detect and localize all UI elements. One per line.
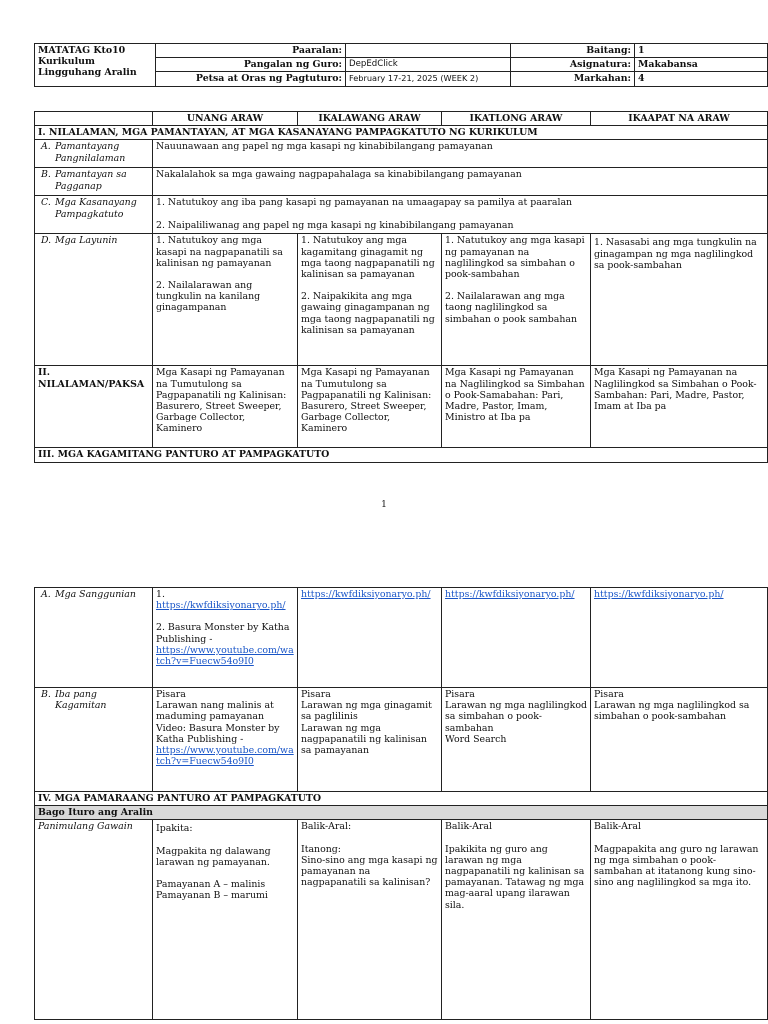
gawain-day-1-item-2: Magpakita ng dalawang larawan ng pamayanan. <box>156 845 271 868</box>
gawain-day-4-item-1: Balik-Aral <box>594 821 641 833</box>
gawain-day-1-item-4: Pamayanan B – marumi <box>156 890 268 902</box>
paaralan-label: Paaralan: <box>156 44 346 58</box>
paksa-day-4: Mga Kasapi ng Pamayanan na Naglilingkod sa Simbahan o Pook-Sambahan: Pari, Madre, Pastor, Imam at Iba pa <box>591 366 768 448</box>
curriculum-line-2: Kurikulum <box>38 56 95 68</box>
sanggunian-day-4 <box>591 588 768 688</box>
day-header-row <box>35 112 768 126</box>
lesson-plan-table <box>34 111 768 463</box>
sanggunian-day-2 <box>298 588 442 688</box>
layunin-day-2-item-2: 2. Naipakikita ang mga gawaing ginagampanan ng mga taong nagpapanatili ng kalinisan sa pamayanan <box>301 291 435 336</box>
gawain-day-1-item-3: Pamayanan A – malinis <box>156 879 266 891</box>
gawain-day-3 <box>442 820 591 1020</box>
iba-pang-kagamitan-label: B. Iba pang Kagamitan <box>35 688 153 792</box>
kagamitan-day-4-item-1: Pisara <box>594 689 624 700</box>
layunin-day-1 <box>153 234 298 366</box>
kagamitan-day-3 <box>442 688 591 792</box>
section-4-title: IV. MGA PAMARAANG PANTURO AT PAMPAGKATUTO <box>35 792 768 806</box>
section-1-title: I. NILALAMAN, MGA PAMANTAYAN, AT MGA KASANAYANG PAMPAGKATUTO NG KURIKULUM <box>35 126 768 140</box>
layunin-day-3-item-1: 1. Natutukoy ang mga kasapi ng pamayanan na naglilingkod sa simbahan o pook-sambahan <box>445 235 585 281</box>
guro-label: Pangalan ng Guro: <box>156 58 346 72</box>
gawain-day-1 <box>153 820 298 1020</box>
gawain-day-3-item-2: Ipakikita ng guro ang larawan ng mga nagpapanatili ng kalinisan sa pamayanan. Tatawag ng mga mag-aaral upang ilarawan sila. <box>445 843 585 911</box>
curriculum-line-1: MATATAG Kto10 <box>38 45 126 56</box>
markahan-value: 4 <box>635 72 768 86</box>
gawain-day-1-item-1: Ipakita: <box>156 823 193 835</box>
youtube-link-day-1[interactable]: https://www.youtube.com/watch?v=Fuecw54o9I0 <box>156 644 294 668</box>
day-header-2: IKALAWANG ARAW <box>298 112 442 126</box>
sanggunian-day-1-item-2: 2. Basura Monster by Katha Publishing - <box>156 622 290 645</box>
kasanayang-pampagkatuto-text <box>153 196 768 234</box>
paksa-day-1: Mga Kasapi ng Pamayanan na Tumutulong sa Pagpapanatili ng Kalinisan: Basurero, Street Sweeper, Garbage Collector, Kaminero <box>153 366 298 448</box>
sanggunian-day-1 <box>153 588 298 688</box>
curriculum-title <box>35 44 156 87</box>
asignatura-label: Asignatura: <box>511 58 635 72</box>
gawain-day-3-item-1: Balik-Aral <box>445 821 492 833</box>
kasanayan-2: 2. Naipaliliwanag ang papel ng mga kasapi ng kinabibilangang pamayanan <box>156 219 514 231</box>
pamantayang-pangnilalaman-text: Nauunawaan ang papel ng mga kasapi ng kinabibilangang pamayanan <box>153 140 768 168</box>
day-header-3: IKATLONG ARAW <box>442 112 591 126</box>
petsa-label: Petsa at Oras ng Pagtuturo: <box>156 72 346 86</box>
gawain-day-2-item-3: Sino-sino ang mga kasapi ng pamayanan na nagpapanatili sa kalinisan? <box>301 854 438 889</box>
sanggunian-day-3 <box>442 588 591 688</box>
mga-layunin-label: D. Mga Layunin <box>35 234 153 366</box>
kwf-link-day-4[interactable]: https://kwfdiksiyonaryo.ph/ <box>594 589 724 600</box>
kagamitan-day-1 <box>153 688 298 792</box>
page-number: 1 <box>381 500 387 510</box>
paksa-day-3: Mga Kasapi ng Pamayanan na Naglilingkod sa Simbahan o Pook-Samabahan: Pari, Madre, Pastor, Imam, Ministro at Iba pa <box>442 366 591 448</box>
layunin-day-2-item-1: 1. Natutukoy ang mga kagamitang ginagamit ng mga taong nagpapanatili ng kalinisan sa pamayanan <box>301 235 435 281</box>
baitang-label: Baitang: <box>511 44 635 58</box>
day-header-1: UNANG ARAW <box>153 112 298 126</box>
header-table <box>34 43 768 87</box>
kagamitan-day-1-item-3: Video: Basura Monster by Katha Publishing - <box>156 722 280 745</box>
curriculum-line-3: Lingguhang Aralin <box>38 67 137 79</box>
kagamitan-day-1-item-1: Pisara <box>156 689 186 700</box>
layunin-day-3 <box>442 234 591 366</box>
kasanayan-1: 1. Natutukoy ang iba pang kasapi ng pamayanan na umaagapay sa pamilya at paaralan <box>156 197 573 209</box>
layunin-day-2 <box>298 234 442 366</box>
layunin-day-4-item-1: 1. Nasasabi ang mga tungkulin na ginagampan ng mga naglilingkod sa pook-sambahan <box>594 237 757 271</box>
pamantayan-sa-pagganap-text: Nakalalahok sa mga gawaing nagpapahalaga sa kinabibilangang pamayanan <box>153 168 768 196</box>
kwf-link-day-1[interactable]: https://kwfdiksiyonaryo.ph/ <box>156 600 286 612</box>
gawain-day-2-item-2: Itanong: <box>301 843 341 855</box>
bago-ituro-heading: Bago Ituro ang Aralin <box>35 806 768 820</box>
kagamitan-day-3-item-3: Word Search <box>445 733 507 745</box>
section-3-title: III. MGA KAGAMITANG PANTURO AT PAMPAGKATUTO <box>35 448 768 462</box>
paksa-day-2: Mga Kasapi ng Pamayanan na Tumutulong sa Pagpapanatili ng Kalinisan: Basurero, Street Sweeper, Garbage Collector, Kaminero <box>298 366 442 448</box>
kagamitan-day-2-item-1: Pisara <box>301 689 331 700</box>
kwf-link-day-2[interactable]: https://kwfdiksiyonaryo.ph/ <box>301 589 431 600</box>
paaralan-value <box>346 44 511 58</box>
markahan-label: Markahan: <box>511 72 635 86</box>
day-header-4: IKAAPAT NA ARAW <box>591 112 768 126</box>
kagamitan-day-2 <box>298 688 442 792</box>
layunin-day-4 <box>591 234 768 366</box>
sanggunian-day-1-num: 1. <box>156 589 165 600</box>
empty-header-cell <box>35 112 153 126</box>
asignatura-value: Makabansa <box>635 58 768 72</box>
gawain-day-4 <box>591 820 768 1020</box>
layunin-day-1-item-1: 1. Natutukoy ang mga kasapi na nagpapanatili sa kalinisan ng pamayanan <box>156 235 283 269</box>
pamantayang-pangnilalaman-label: A. Pamantayang Pangnilalaman <box>35 140 153 168</box>
pamantayan-sa-pagganap-label: B. Pamantayan sa Pagganap <box>35 168 153 196</box>
nilalaman-paksa-label: II. NILALAMAN/PAKSA <box>35 366 153 448</box>
layunin-day-3-item-2: 2. Nailalarawan ang mga taong naglilingkod sa simbahan o pook sambahan <box>445 291 578 325</box>
kagamitan-day-3-item-2: Larawan ng mga naglilingkod sa simbahan o pook-sambahan <box>445 700 587 734</box>
kagamitan-day-2-item-2: Larawan ng mga ginagamit sa paglilinis <box>301 700 432 723</box>
kagamitan-day-4-item-2: Larawan ng mga naglilingkod sa simbahan o pook-sambahan <box>594 700 750 723</box>
kagamitan-day-3-item-1: Pisara <box>445 689 475 700</box>
kagamitan-day-4 <box>591 688 768 792</box>
gawain-day-2-item-1: Balik-Aral: <box>301 821 352 833</box>
petsa-value: February 17-21, 2025 (WEEK 2) <box>346 72 511 86</box>
panimulang-gawain-label: Panimulang Gawain <box>35 820 153 1020</box>
kagamitan-day-2-item-3: Larawan ng mga nagpapanatili ng kalinisan sa pamayanan <box>301 722 427 757</box>
layunin-day-1-item-2: 2. Nailalarawan ang tungkulin na kanilang ginagampanan <box>156 280 261 314</box>
kasanayang-pampagkatuto-label: C. Mga Kasanayang Pampagkatuto <box>35 196 153 234</box>
guro-value: DepEdClick <box>346 58 511 72</box>
kwf-link-day-3[interactable]: https://kwfdiksiyonaryo.ph/ <box>445 589 575 600</box>
gawain-day-2 <box>298 820 442 1020</box>
baitang-value: 1 <box>635 44 768 58</box>
youtube-link-kagamitan[interactable]: https://www.youtube.com/watch?v=Fuecw54o9I0 <box>156 745 294 768</box>
gawain-day-4-item-2: Magpapakita ang guro ng larawan ng mga simbahan o pook-sambahan at itatanong kung sino-sino ang naglilingkod sa mga ito. <box>594 843 759 889</box>
lesson-plan-table-page-2 <box>34 587 768 1020</box>
mga-sanggunian-label: A. Mga Sanggunian <box>35 588 153 688</box>
kagamitan-day-1-item-2: Larawan nang malinis at maduming pamayanan <box>156 700 274 723</box>
